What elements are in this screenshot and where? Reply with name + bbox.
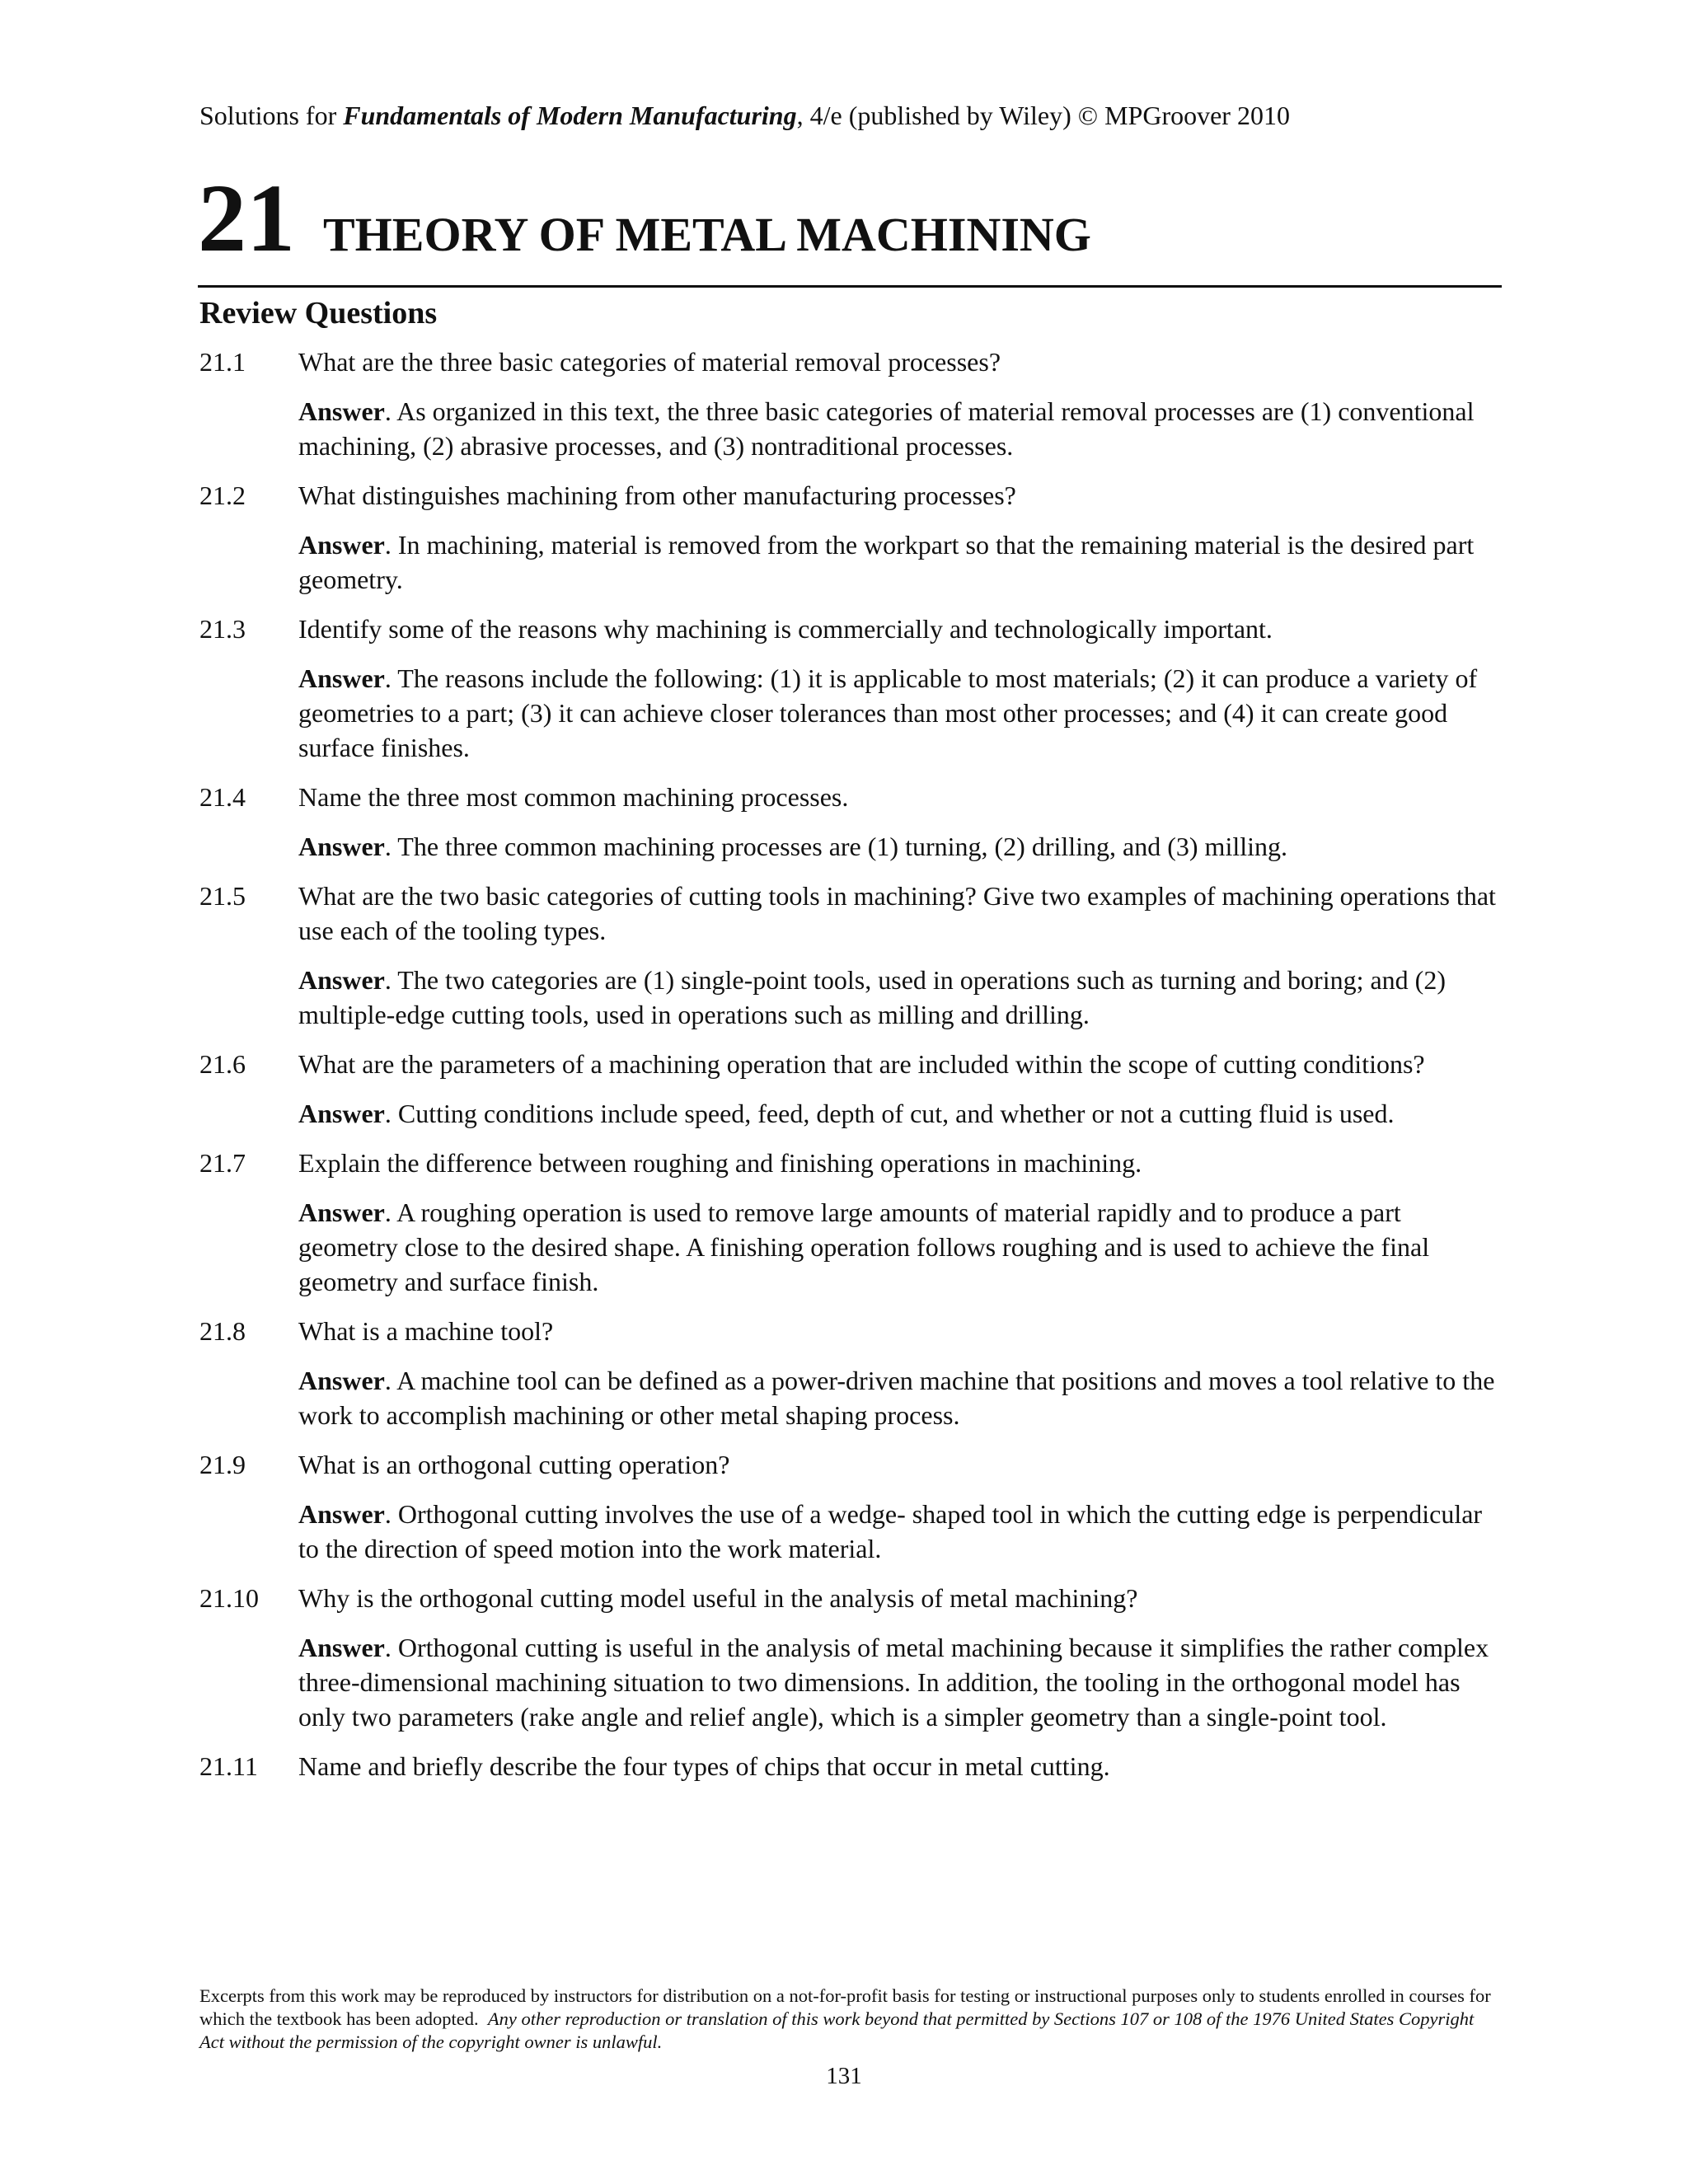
header-prefix: Solutions for xyxy=(199,101,344,130)
question-number: 21.4 xyxy=(199,782,246,812)
question-text: Why is the orthogonal cutting model useful in the analysis of metal machining? xyxy=(298,1583,1138,1613)
question-item xyxy=(199,478,1502,513)
answer-text xyxy=(298,394,1502,463)
answer-label: Answer xyxy=(298,1499,385,1529)
question-item xyxy=(199,612,1502,646)
question-item xyxy=(199,1447,1502,1482)
chapter-number: 21 xyxy=(198,164,295,272)
answer-text xyxy=(298,1195,1502,1299)
question-number: 21.1 xyxy=(199,347,246,377)
question-number: 21.2 xyxy=(199,480,246,510)
copyright-footer xyxy=(199,1985,1502,2054)
question-text: Identify some of the reasons why machining is commercially and technologically important. xyxy=(298,614,1273,644)
question-number: 21.8 xyxy=(199,1316,246,1346)
question-number: 21.11 xyxy=(199,1751,258,1781)
question-number: 21.9 xyxy=(199,1450,246,1479)
question-text: Name the three most common machining processes. xyxy=(298,782,849,812)
review-questions-list xyxy=(199,344,1502,1798)
section-heading: Review Questions xyxy=(199,296,438,330)
answer-body: . The three common machining processes are (1) turning, (2) drilling, and (3) milling. xyxy=(384,832,1287,861)
answer-body: . Orthogonal cutting involves the use of a wedge- shaped tool in which the cutting edge is perpendicular to the direction of speed motion into the work material. xyxy=(298,1499,1483,1563)
question-text: What are the two basic categories of cutting tools in machining? Give two examples of machining operations that use each of the tooling types. xyxy=(298,881,1496,945)
running-header xyxy=(199,99,1290,132)
answer-text xyxy=(298,963,1502,1032)
question-text: What are the parameters of a machining operation that are included within the scope of cutting conditions? xyxy=(298,1049,1425,1079)
question-item xyxy=(199,1581,1502,1615)
answer-text xyxy=(298,1497,1502,1566)
answer-body: . A machine tool can be defined as a power-driven machine that positions and moves a tool relative to the work to accomplish machining or other metal shaping process. xyxy=(298,1366,1495,1430)
question-item xyxy=(199,1047,1502,1081)
answer-text xyxy=(298,829,1502,864)
answer-body: . A roughing operation is used to remove large amounts of material rapidly and to produce a part geometry close to the desired shape. A finishing operation follows roughing and is used to achieve the final geometry and surface finish. xyxy=(298,1197,1430,1296)
answer-body: . As organized in this text, the three basic categories of material removal processes are (1) conventional machining, (2) abrasive processes, and (3) nontraditional processes. xyxy=(298,396,1475,461)
chapter-heading xyxy=(198,164,1091,272)
answer-body: . The two categories are (1) single-point tools, used in operations such as turning and boring; and (2) multiple-edge cutting tools, used in operations such as milling and drilling. xyxy=(298,965,1446,1029)
question-item xyxy=(199,780,1502,814)
footer-italic-text: Any other reproduction or translation of this work beyond that permitted by Sections 107 or 108 of the 1976 United States Copyright Act without the permission of the copyright owner is unlawful. xyxy=(199,2008,1475,2052)
answer-label: Answer xyxy=(298,396,385,426)
question-text: What is a machine tool? xyxy=(298,1316,554,1346)
question-item xyxy=(199,879,1502,948)
header-suffix: , 4/e (published by Wiley) © MPGroover 2010 xyxy=(796,101,1290,130)
question-number: 21.3 xyxy=(199,614,246,644)
header-book-title: Fundamentals of Modern Manufacturing xyxy=(343,101,797,130)
question-text: Explain the difference between roughing and finishing operations in machining. xyxy=(298,1148,1142,1178)
answer-body: . The reasons include the following: (1) it is applicable to most materials; (2) it can produce a variety of geometries to a part; (3) it can achieve closer tolerances than most other processes; and (4) it can create good surface finishes. xyxy=(298,663,1478,762)
answer-text xyxy=(298,527,1502,597)
question-text: What is an orthogonal cutting operation? xyxy=(298,1450,730,1479)
question-number: 21.6 xyxy=(199,1049,246,1079)
answer-label: Answer xyxy=(298,1633,385,1662)
answer-label: Answer xyxy=(298,965,385,995)
chapter-title: THEORY OF METAL MACHINING xyxy=(323,208,1091,261)
question-item xyxy=(199,1146,1502,1180)
question-number: 21.7 xyxy=(199,1148,246,1178)
question-text: What are the three basic categories of material removal processes? xyxy=(298,347,1001,377)
answer-text xyxy=(298,1363,1502,1432)
footer-text: Excerpts from this work may be reproduced by instructors for distribution on a not-for-profit basis for testing or instructional purposes only to students enrolled in courses for which the textbook has been adopted. xyxy=(199,1985,1491,2029)
question-text: What distinguishes machining from other manufacturing processes? xyxy=(298,480,1016,510)
answer-text xyxy=(298,1096,1502,1131)
question-number: 21.10 xyxy=(199,1583,259,1613)
answer-label: Answer xyxy=(298,1099,385,1128)
answer-body: . Cutting conditions include speed, feed, depth of cut, and whether or not a cutting fluid is used. xyxy=(384,1099,1395,1128)
heading-divider xyxy=(198,285,1502,288)
answer-label: Answer xyxy=(298,832,385,861)
answer-label: Answer xyxy=(298,1366,385,1395)
question-item xyxy=(199,1749,1502,1783)
answer-text xyxy=(298,1630,1502,1734)
answer-label: Answer xyxy=(298,663,385,693)
answer-text xyxy=(298,661,1502,765)
answer-body: . Orthogonal cutting is useful in the analysis of metal machining because it simplifies the rather complex three-dimensional machining situation to two dimensions. In addition, the tooling in the orthogonal model has only two parameters (rake angle and relief angle), which is a simpler geometry than a single-point tool. xyxy=(298,1633,1489,1732)
question-number: 21.5 xyxy=(199,881,246,911)
question-item xyxy=(199,344,1502,379)
answer-label: Answer xyxy=(298,530,385,560)
answer-body: . In machining, material is removed from the workpart so that the remaining material is the desired part geometry. xyxy=(298,530,1475,594)
question-text: Name and briefly describe the four types of chips that occur in metal cutting. xyxy=(298,1751,1110,1781)
page-number: 131 xyxy=(826,2063,862,2089)
answer-label: Answer xyxy=(298,1197,385,1227)
question-item xyxy=(199,1314,1502,1348)
